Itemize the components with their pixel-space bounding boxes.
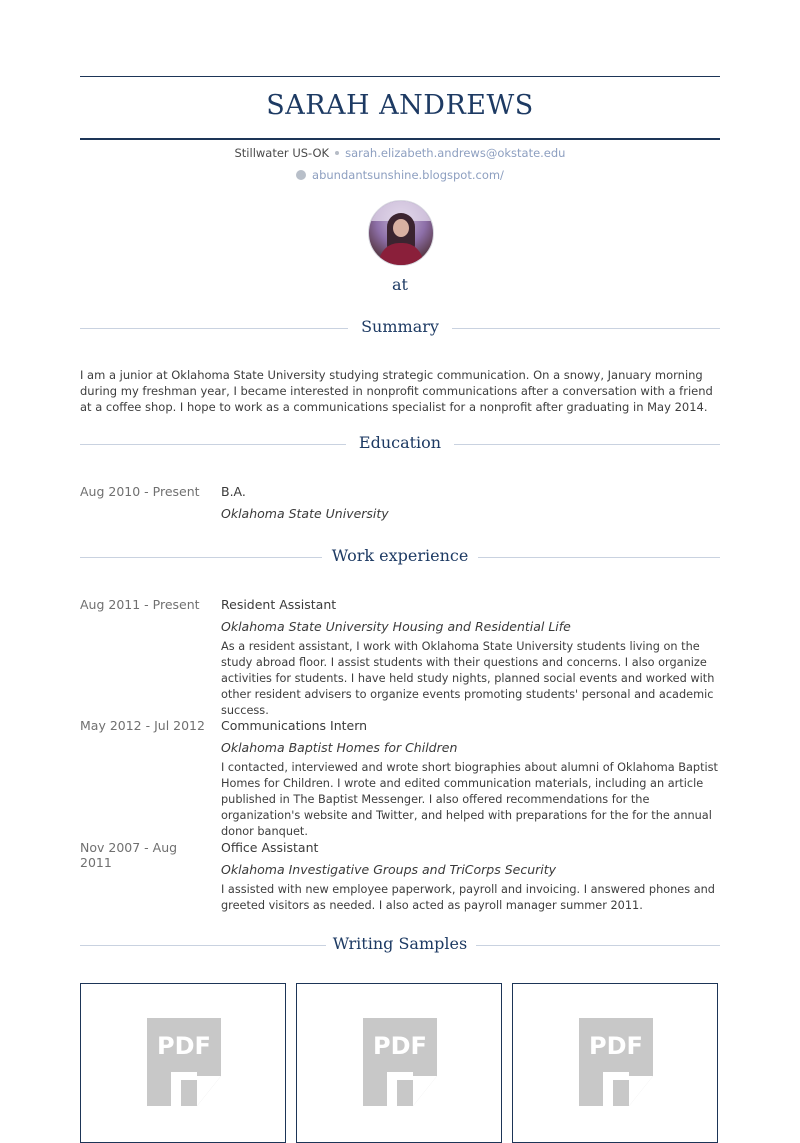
avatar <box>368 200 434 266</box>
website-link[interactable]: abundantsunshine.blogspot.com/ <box>312 168 504 182</box>
writing-sample-card[interactable] <box>512 983 718 1143</box>
section-header-samples <box>80 934 720 956</box>
candidate-name: SARAH ANDREWS <box>266 90 534 121</box>
globe-icon <box>296 170 306 180</box>
section-header-education <box>80 433 720 455</box>
dot-separator-icon <box>335 151 339 155</box>
pdf-icon <box>579 1018 653 1106</box>
work-role: Office Assistant <box>221 840 319 855</box>
work-description: As a resident assistant, I work with Oklahoma State University students living on the study abroad floor. I assist students with their questions and concerns. I also organize activities for students. I have held study nights, planned social events and worked with other resident advisers to organize events promoting students' personal and academic success. <box>221 640 715 717</box>
pdf-label: PDF <box>157 1032 211 1060</box>
work-organization: Oklahoma State University Housing and Residential Life <box>221 619 571 634</box>
pdf-label: PDF <box>373 1032 427 1060</box>
work-date: Aug 2011 - Present <box>80 597 200 612</box>
work-organization: Oklahoma Baptist Homes for Children <box>221 740 458 755</box>
education-degree: B.A. <box>221 484 246 499</box>
education-school: Oklahoma State University <box>221 506 389 521</box>
work-role: Communications Intern <box>221 718 368 733</box>
header-top-rule <box>80 76 720 77</box>
section-title-samples: Writing Samples <box>332 934 468 953</box>
work-description: I contacted, interviewed and wrote short biographies about alumni of Oklahoma Baptist Homes for Children. I wrote and edited communication materials, including an article published in The Baptist Messenger. I also offered recommendations for the organization's website and Twitter, and helped with preparations for the for the annual donor banquet. <box>221 761 718 838</box>
section-header-work <box>80 546 720 568</box>
email-link[interactable]: sarah.elizabeth.andrews@okstate.edu <box>345 146 566 160</box>
work-description: I assisted with new employee paperwork, payroll and invoicing. I answered phones and greeted visitors as needed. I also acted as payroll manager summer 2011. <box>221 883 715 912</box>
work-date: Nov 2007 - Aug 2011 <box>80 840 178 870</box>
header-bottom-rule <box>80 138 720 140</box>
section-title-education: Education <box>358 433 442 452</box>
section-header-summary <box>80 317 720 339</box>
work-role: Resident Assistant <box>221 597 337 612</box>
writing-sample-card[interactable] <box>296 983 502 1143</box>
pdf-label: PDF <box>589 1032 643 1060</box>
writing-sample-card[interactable] <box>80 983 286 1143</box>
work-date: May 2012 - Jul 2012 <box>80 718 205 733</box>
summary-text: I am a junior at Oklahoma State University studying strategic communication. On a snowy, January morning during my freshman year, I became interested in nonprofit communications after a conversation with a friend at a coffee shop. I hope to work as a communications specialist for a nonprofit after graduating in May 2014. <box>80 368 713 414</box>
pdf-icon <box>147 1018 221 1106</box>
pdf-icon <box>363 1018 437 1106</box>
location: Stillwater US-OK <box>234 146 330 160</box>
contact-line <box>80 146 720 160</box>
headline: at <box>392 275 408 294</box>
work-organization: Oklahoma Investigative Groups and TriCorps Security <box>221 862 557 877</box>
section-title-summary: Summary <box>361 317 439 336</box>
section-title-work: Work experience <box>331 546 469 565</box>
website-line <box>80 168 720 182</box>
education-date: Aug 2010 - Present <box>80 484 200 499</box>
